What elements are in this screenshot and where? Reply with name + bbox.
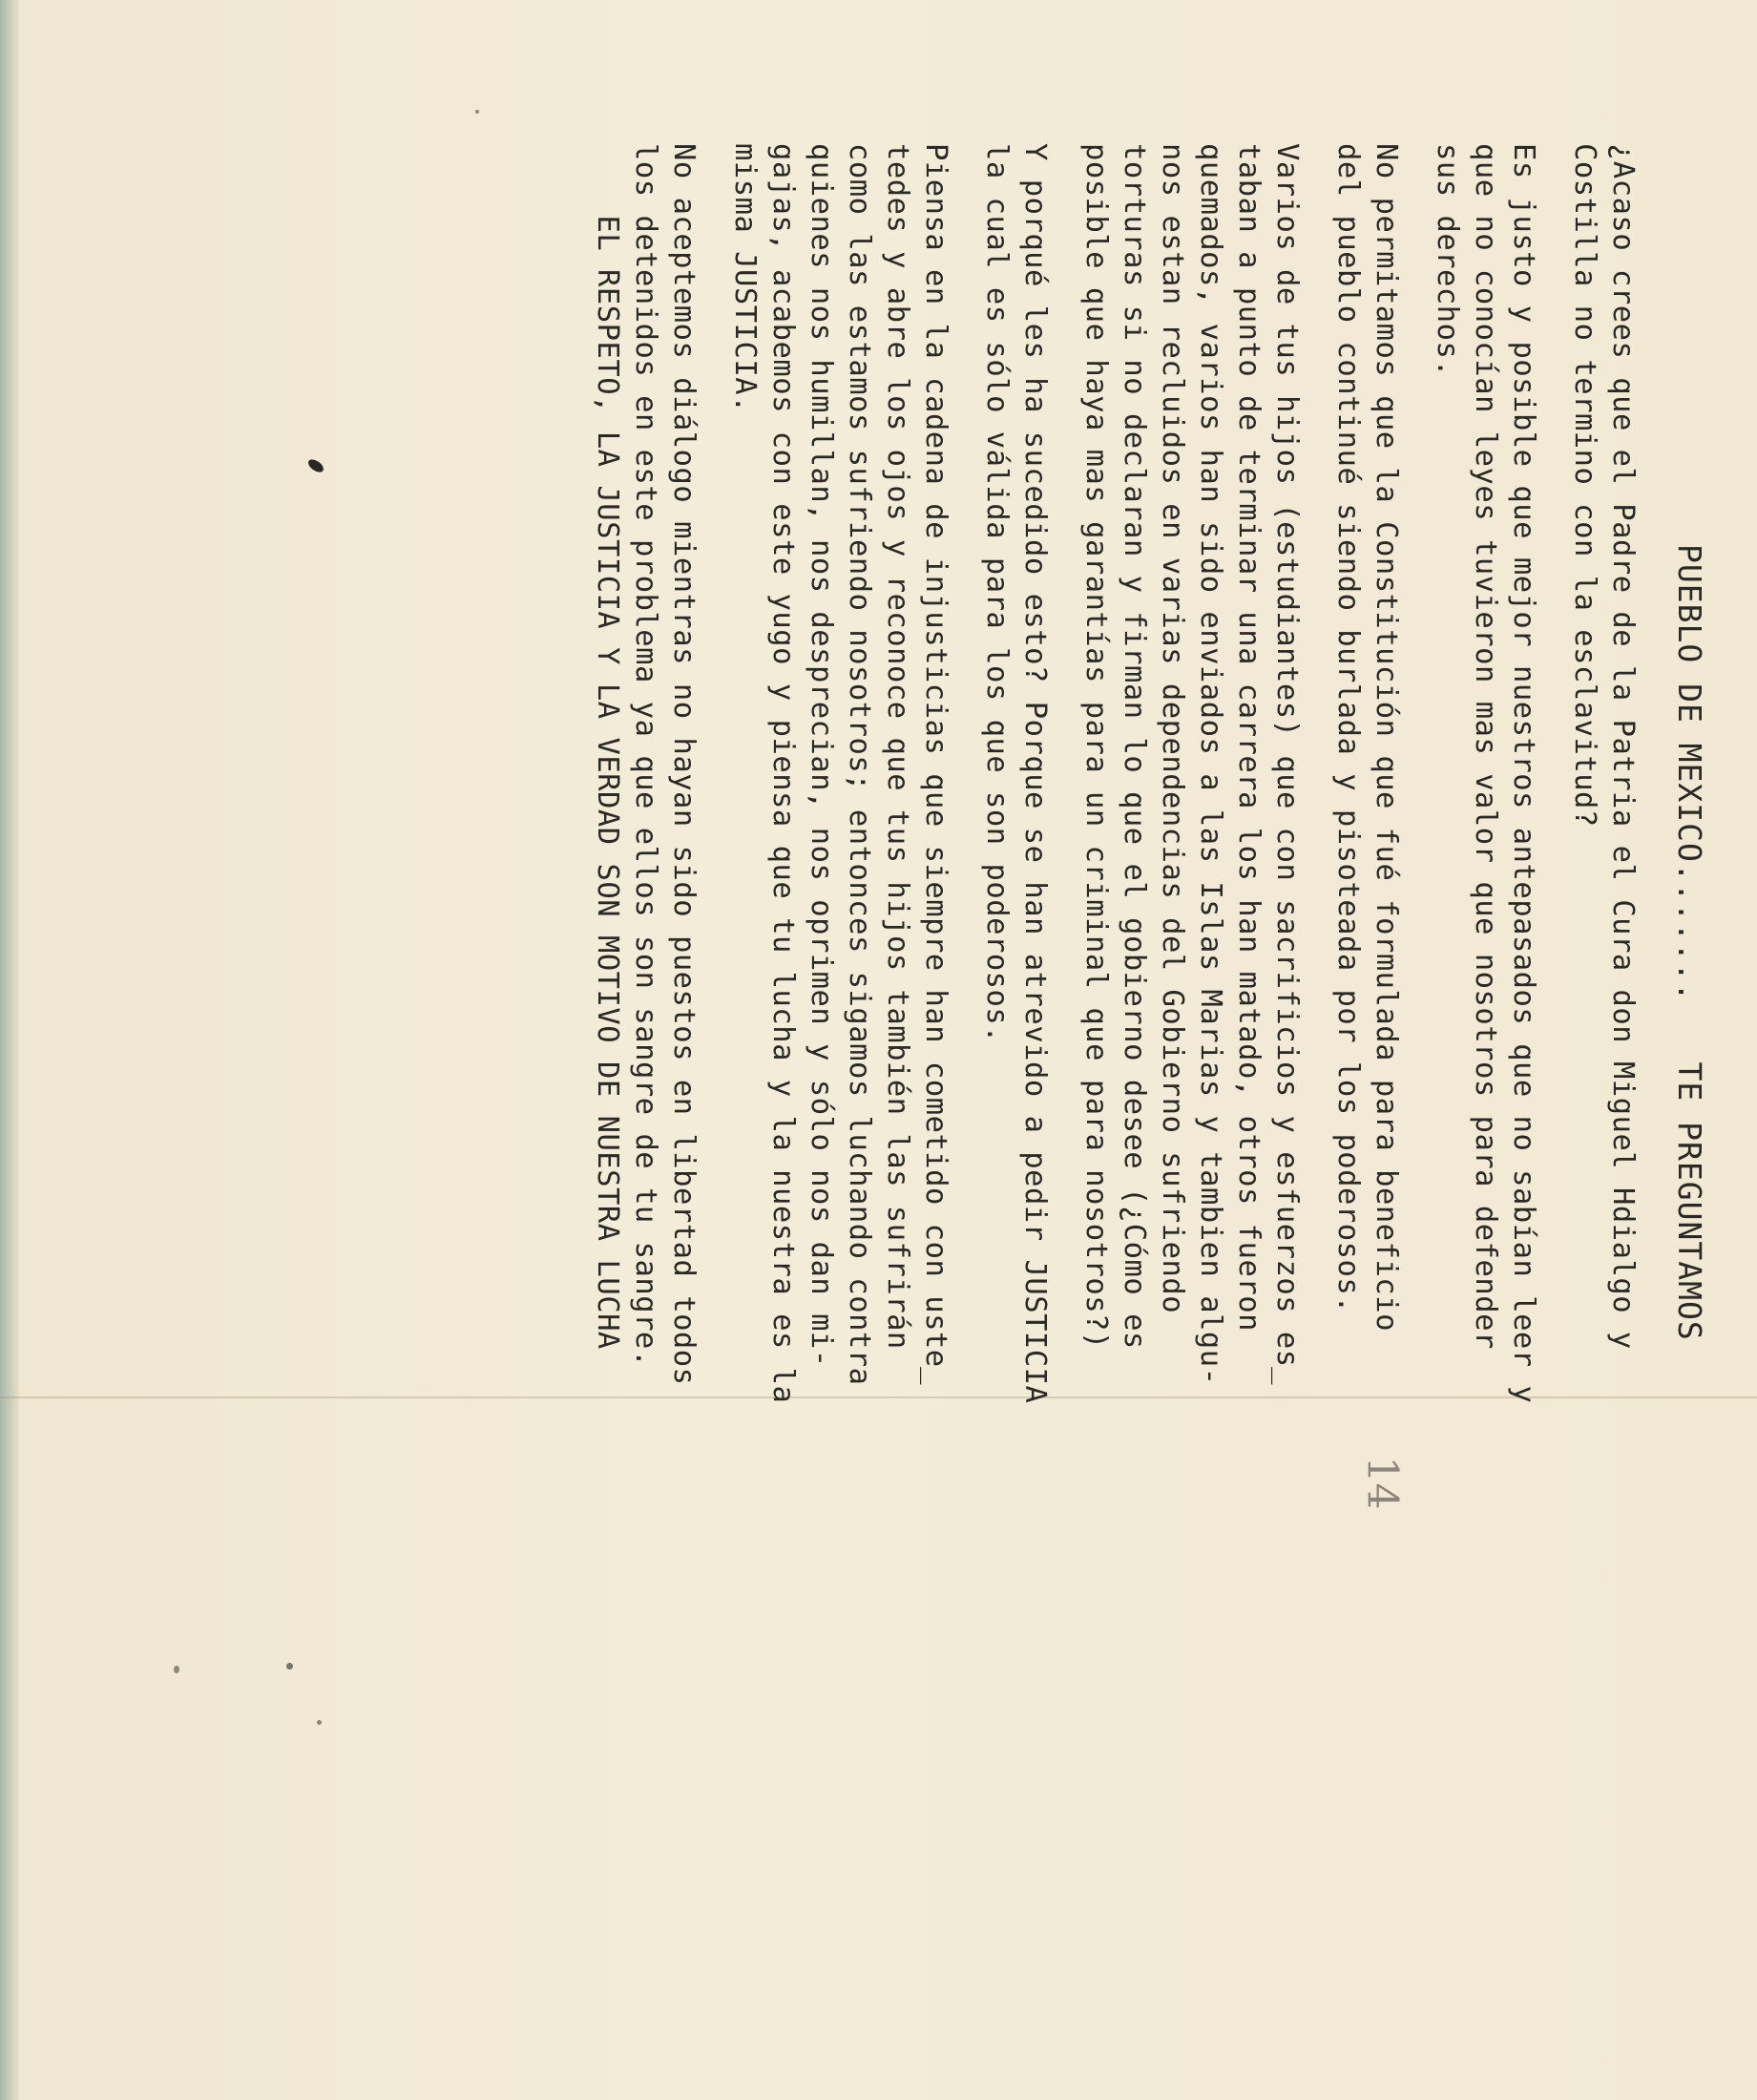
paragraph-3: No permitamos que la Constitución que fué formulada para beneficio del pueblo continué siendo burlada y pisoteada por los poderosos. (1331, 143, 1403, 1332)
paragraph-1: ¿Acaso crees que el Padre de la Patria el Cura don Miguel Hdialgo y Costilla no termino con la esclavitud? (1568, 143, 1640, 1350)
paragraph-5: Y porqué les ha sucedido esto? Porque se han atrevido a pedir JUSTICIA la cual es sólo válida para los que son poderosos. (980, 143, 1052, 1404)
handwritten-page-number: 14 (1357, 1456, 1407, 1510)
document-title: PUEBLO DE MEXICO....... TE PREGUNTAMOS (1671, 544, 1708, 1341)
ink-mark (306, 457, 325, 475)
closing-slogan: EL RESPETO, LA JUSTICIA Y LA VERDAD SON MOTIVO DE NUESTRA LUCHA (591, 143, 624, 1350)
paragraph-7: No aceptemos diálogo mientras no hayan sido puestos en libertad todos los detenidos en este problema ya que ellos son sangre de tu sangre. (629, 143, 701, 1386)
ink-speck (174, 1666, 179, 1673)
ink-speck (286, 1663, 293, 1670)
paragraph-6: Piensa en la cadena de injusticias que siempre han cometido con uste̲ tedes y abre los ojos y reconoce que tus hijos también las sufrirán como las estamos sufriendo nosotros; entonces sigamos luchando contra quienes nos humillan, nos desprecian, nos oprimen y sólo nos dan mi- gajas, acabemos con este yugo y piensa que tu lucha y la nuestra es la misma JUSTICIA. (728, 143, 952, 1404)
paragraph-2: Es justo y posible que mejor nuestros antepasados que no sabían leer y que no conocían leyes tuvieron mas valor que nosotros para defender sus derechos. (1431, 143, 1540, 1404)
ink-speck (475, 110, 479, 114)
ink-speck (317, 1720, 322, 1725)
paragraph-4: Varios de tus hijos (estudiantes) que con sacrificios y esfuerzos es̲ taban a punto de terminar una carrera los han matado, otros fueron quemados, varios han sido enviados a las Islas Marias y tambien algu- nos estan recluidos en varias dependencias del Gobierno sufriendo torturas si no declaran y firman lo que el gobierno desee (¿Cómo es posible que haya mas garantías para un criminal que para nosotros?) (1079, 143, 1304, 1386)
typewritten-text-block (525, 143, 1708, 1651)
paper-edge (0, 0, 19, 2100)
